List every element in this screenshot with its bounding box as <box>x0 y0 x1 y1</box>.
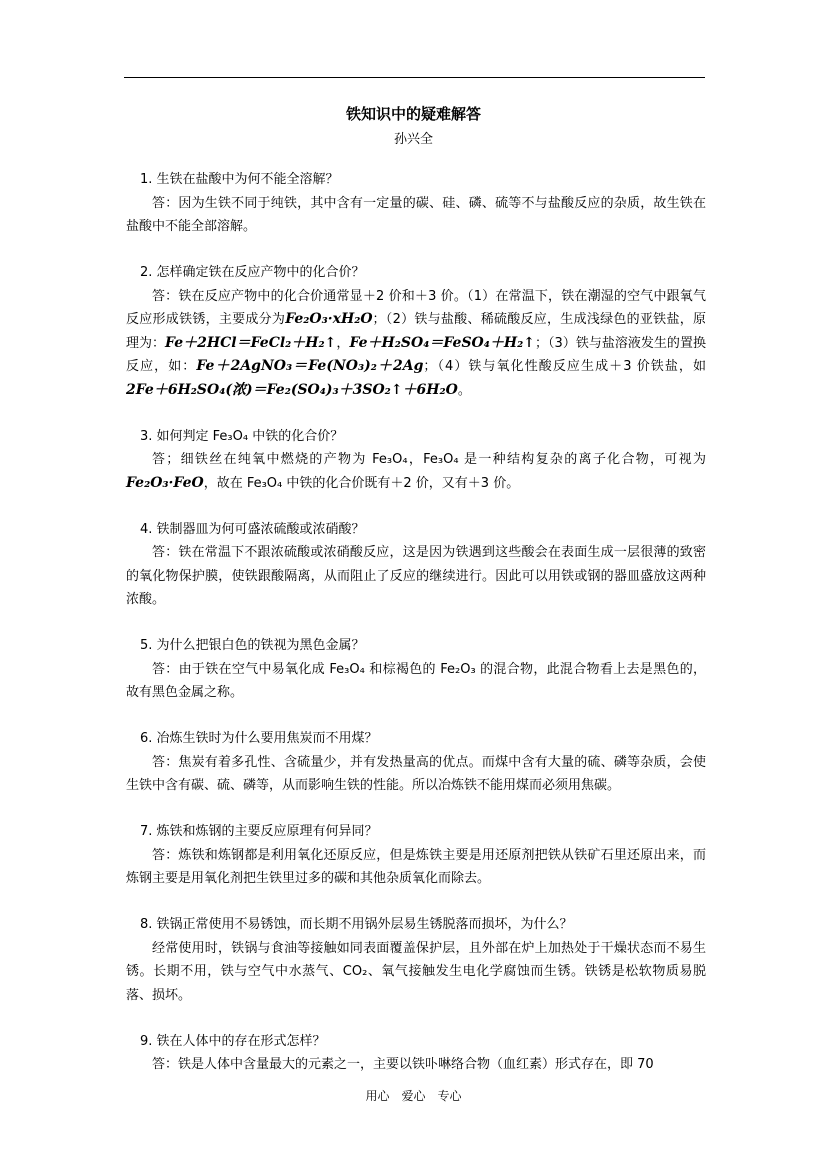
qa-section-1 <box>126 168 706 239</box>
answer-2-text-4: ；（4）铁与氧化性酸反应生成＋3 价铁盐，如 <box>423 359 706 374</box>
qa-section-3 <box>126 425 706 496</box>
equation-fe-agno3: Fe＋2AgNO₃＝Fe(NO₃)₂＋2Ag <box>196 358 424 374</box>
question-7: 7. 炼铁和炼钢的主要反应原理有何异同？ <box>140 824 378 839</box>
answer-2-text-1: 答：铁在反应产物中的化合价通常显＋2 价和＋3 价。（1）在常温下，铁在潮湿的空气中跟氧气反应形成铁锈，主要成分为 <box>126 288 706 327</box>
qa-section-6 <box>126 727 706 798</box>
page-footer: 用心 爱心 专心 <box>365 1089 462 1103</box>
question-2: 2. 怎样确定铁在反应产物中的化合价？ <box>140 265 365 280</box>
equation-fe-conc-h2so4: 2Fe＋6H₂SO₄(浓)＝Fe₂(SO₄)₃＋3SO₂↑＋6H₂O <box>126 381 458 398</box>
qa-section-8 <box>126 913 706 1007</box>
answer-2-text-3: ；（3）铁与盐溶液发生的置换反应，如： <box>126 335 706 374</box>
question-8: 8. 铁锅正常使用不易锈蚀，而长期不用锅外层易生锈脱落而损坏，为什么？ <box>140 917 573 932</box>
answer-3 <box>126 448 706 495</box>
answer-2 <box>126 285 706 403</box>
question-5: 5. 为什么把银白色的铁视为黑色金属？ <box>140 638 365 653</box>
header-rule <box>124 77 705 78</box>
answer-2-text-2: ；（2）铁与盐酸、稀硫酸反应，生成浅绿色的亚铁盐，原理为： <box>126 312 706 351</box>
equation-rust: Fe₂O₃·xH₂O <box>285 311 373 327</box>
answer-8: 经常使用时，铁锅与食油等接触如同表面覆盖保护层，且外部在炉上加热处于干燥状态而不易生锈。长期不用，铁与空气中水蒸气、CO₂、氧气接触发生电化学腐蚀而生锈。铁锈是松软物质易脱落、损坏。 <box>126 940 706 1003</box>
question-9: 9. 铁在人体中的存在形式怎样？ <box>140 1033 326 1049</box>
qa-section-2 <box>126 261 706 402</box>
answer-6: 答：焦炭有着多孔性、含硫量少，并有发热量高的优点。而煤中含有大量的硫、磷等杂质，会使生铁中含有碳、硫、磷等，从而影响生铁的性能。所以冶炼铁不能用煤而必须用焦碳。 <box>126 754 706 793</box>
equation-fe-hcl: Fe＋2HCl＝FeCl₂＋H₂↑ <box>165 334 337 351</box>
equation-fe-h2so4: Fe＋H₂SO₄＝FeSO₄＋H₂↑ <box>349 334 536 351</box>
question-4: 4. 铁制器皿为何可盛浓硫酸或浓硝酸？ <box>140 521 365 537</box>
answer-4: 答：铁在常温下不跟浓硫酸或浓硝酸反应，这是因为铁遇到这些酸会在表面生成一层很薄的致密的氧化物保护膜，使铁跟酸隔离，从而阻止了反应的继续进行。因此可以用铁或钢的器皿盛放这两种浓酸。 <box>126 545 706 607</box>
answer-3-text-2: ，故在 Fe₃O₄ 中铁的化合价既有＋2 价，又有＋3 价。 <box>203 475 520 491</box>
qa-section-5 <box>126 634 706 705</box>
answer-7: 答：炼铁和炼钢都是利用氧化还原反应，但是炼铁主要是用还原剂把铁从铁矿石里还原出来，而炼钢主要是用氧化剂把生铁里过多的碳和其他杂质氧化而除去。 <box>126 847 706 886</box>
document-title: 铁知识中的疑难解答 <box>345 105 481 123</box>
answer-1: 答：因为生铁不同于纯铁，其中含有一定量的碳、硅、磷、硫等不与盐酸反应的杂质，故生铁在盐酸中不能全部溶解。 <box>126 195 706 234</box>
qa-section-9 <box>126 1030 706 1077</box>
answer-5: 答：由于铁在空气中易氧化成 Fe₃O₄ 和棕褐色的 Fe₂O₃ 的混合物，此混合物看上去是黑色的，故有黑色金属之称。 <box>126 661 706 700</box>
qa-section-4 <box>126 518 706 612</box>
answer-2-end: 。 <box>457 382 471 398</box>
document-body <box>126 168 706 1099</box>
question-3: 3. 如何判定 Fe₃O₄ 中铁的化合价？ <box>140 428 344 444</box>
document-author: 孙兴全 <box>393 132 433 147</box>
answer-2-sep: ， <box>336 335 350 351</box>
answer-3-text-1: 答；细铁丝在纯氧中燃烧的产物为 Fe₃O₄，Fe₃O₄ 是一种结构复杂的离子化合物，可视为 <box>152 452 706 467</box>
equation-fe3o4: Fe₂O₃·FeO <box>126 474 204 491</box>
question-1: 1. 生铁在盐酸中为何不能全溶解？ <box>140 172 339 187</box>
qa-section-7 <box>126 820 706 891</box>
answer-9: 答：铁是人体中含量最大的元素之一，主要以铁卟啉络合物（血红素）形式存在，即 70 <box>152 1057 654 1072</box>
question-6: 6. 冶炼生铁时为什么要用焦炭而不用煤？ <box>140 731 378 746</box>
